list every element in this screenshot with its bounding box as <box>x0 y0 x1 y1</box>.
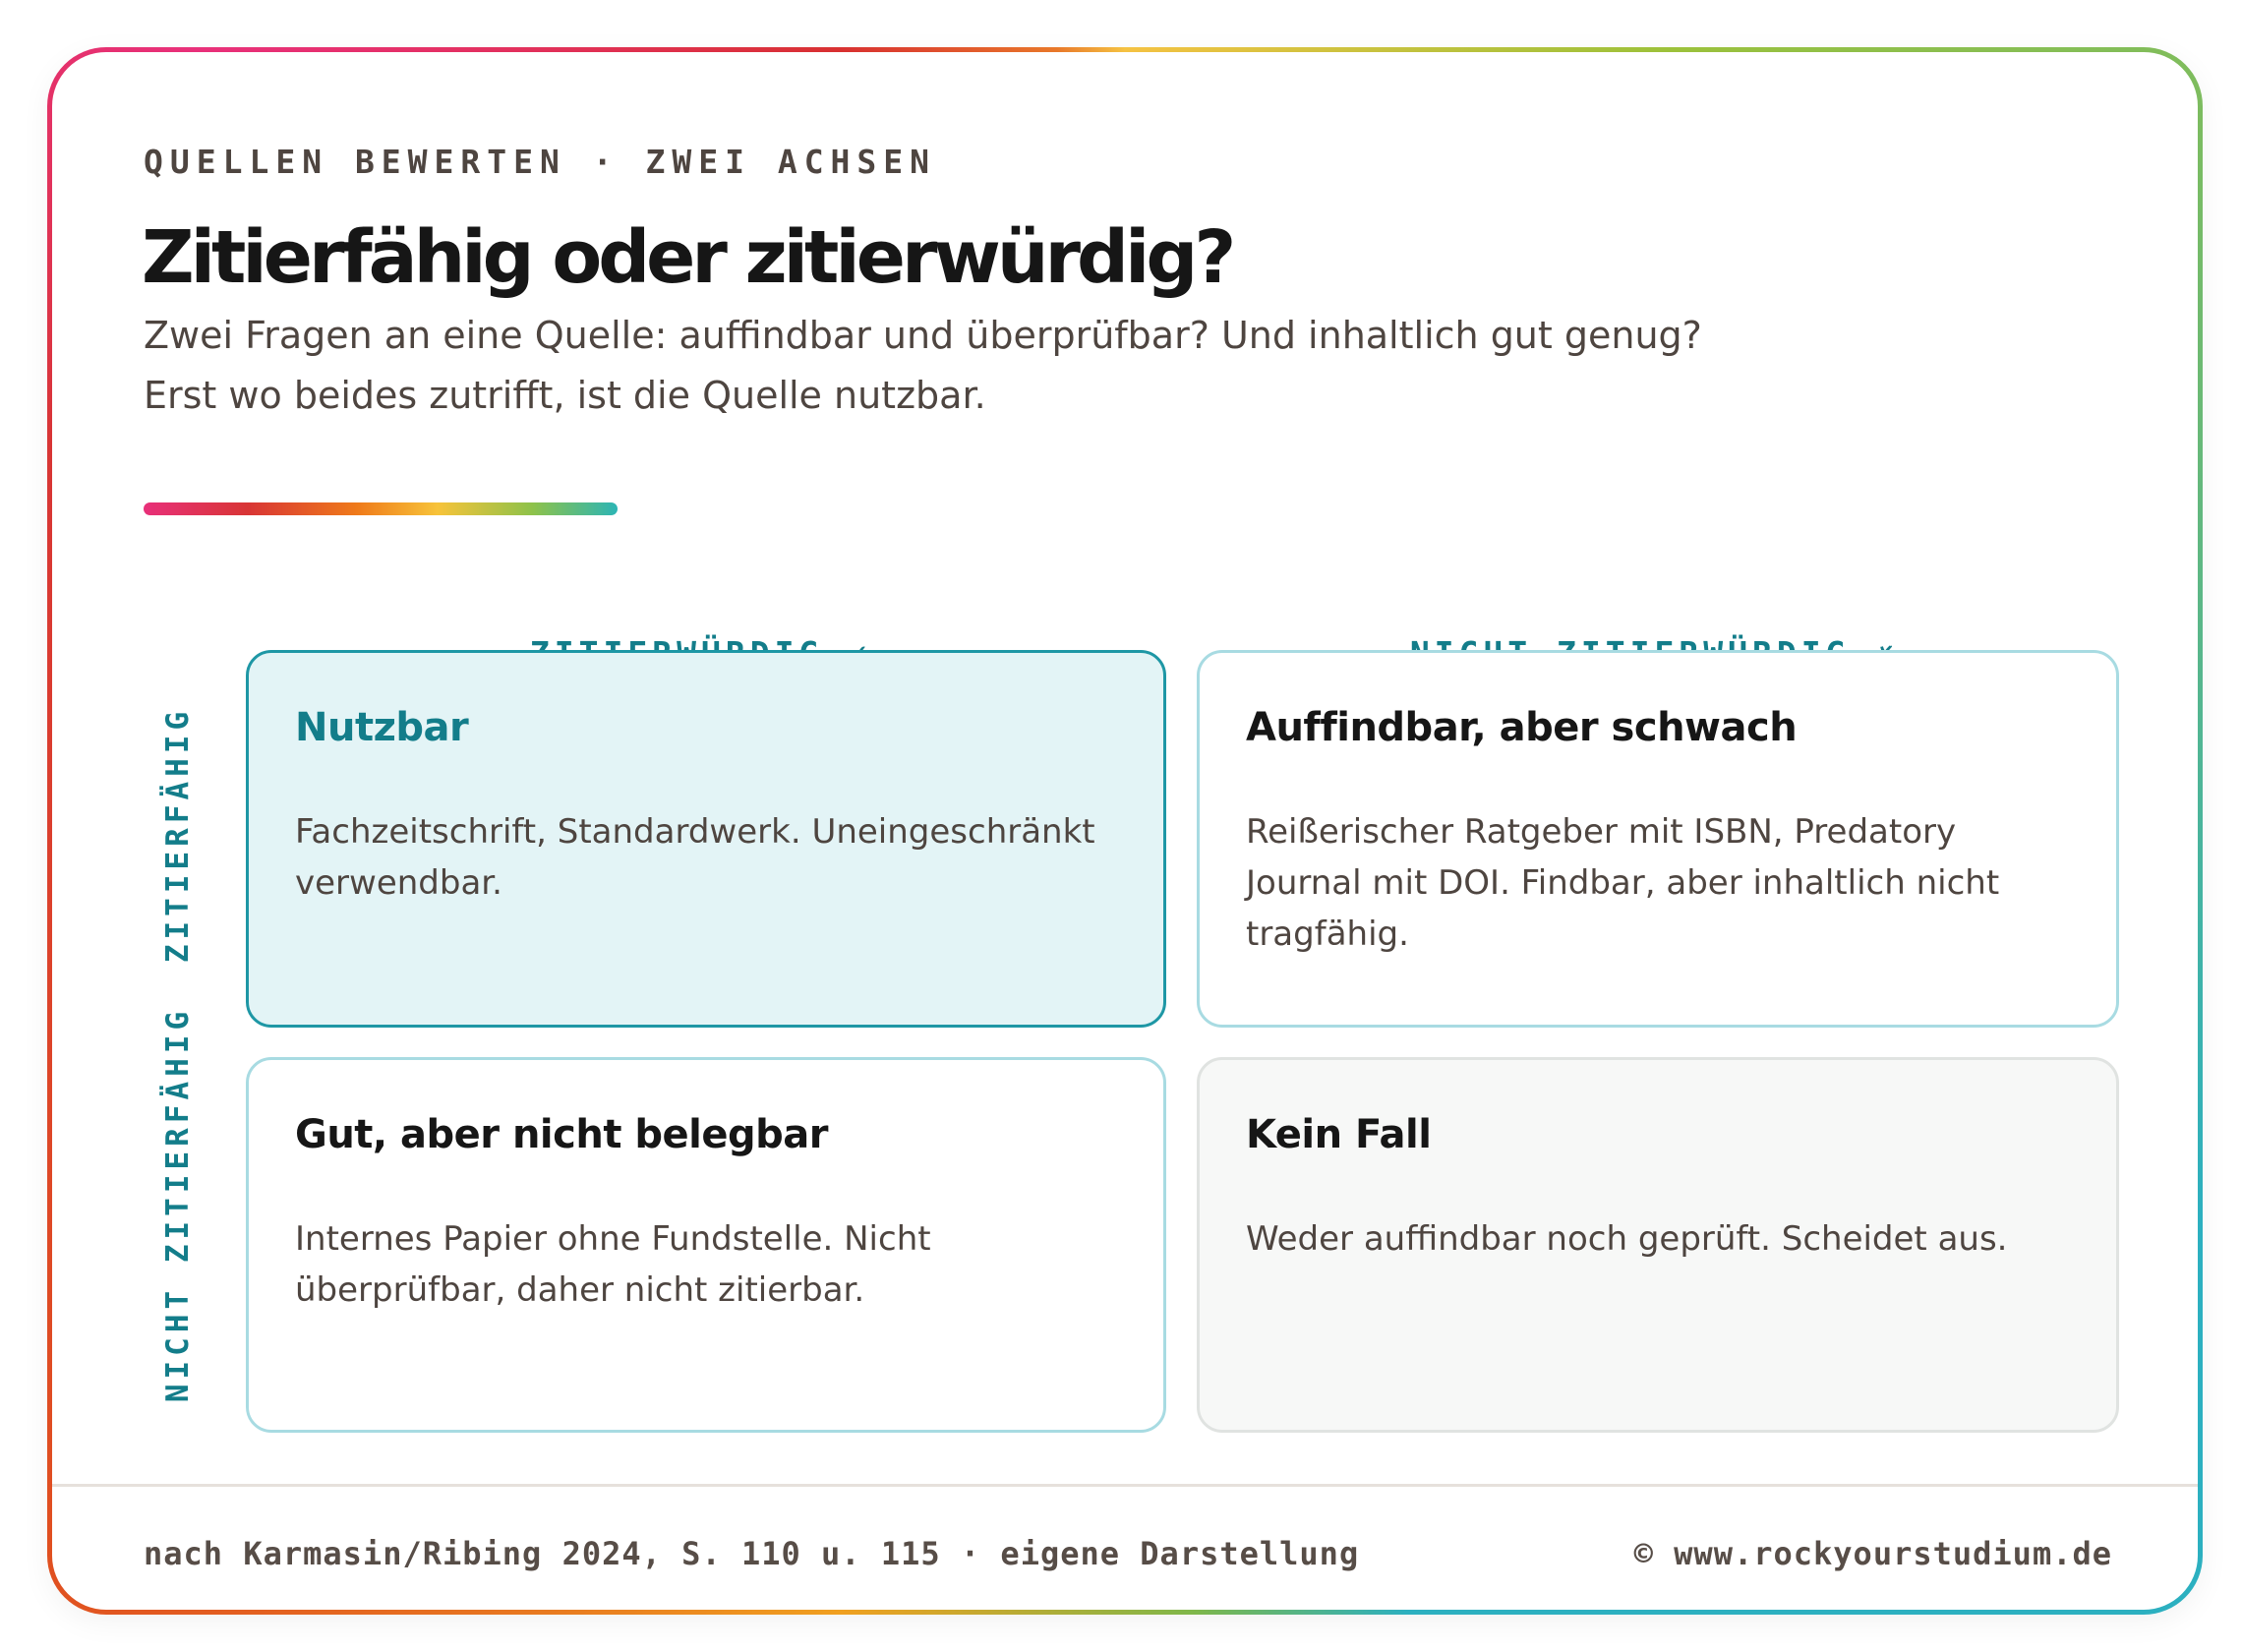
quadrant-kein-fall <box>1197 1057 2119 1433</box>
eyebrow-label: QUELLEN BEWERTEN · ZWEI ACHSEN <box>144 143 937 181</box>
quadrant-title: Kein Fall <box>1246 1112 1432 1157</box>
quadrant-nutzbar <box>246 650 1166 1028</box>
quadrant-text: Reißerischer Ratgeber mit ISBN, Predatory Journal mit DOI. Findbar, aber inhaltlich nicht tragfähig. <box>1246 812 2000 954</box>
footer-divider <box>52 1484 2198 1487</box>
card-frame <box>47 47 2203 1615</box>
quadrant-title: Nutzbar <box>295 705 469 750</box>
row-header-zitierfaehig: ZITIERFÄHIG <box>160 706 196 964</box>
quadrant-auffindbar-aber-schwach <box>1197 650 2119 1028</box>
quadrant-text: Internes Papier ohne Fundstelle. Nicht überprüfbar, daher nicht zitierbar. <box>295 1219 931 1310</box>
source-citation: nach Karmasin/Ribing 2024, S. 110 u. 115 · eigene Darstellung <box>144 1535 1360 1572</box>
copyright-link[interactable]: © www.rockyourstudium.de <box>1633 1535 2112 1572</box>
subtitle: Zwei Fragen an eine Quelle: auffindbar und überprüfbar? Und inhaltlich gut genug? Erst wo beides zutrifft, ist die Quelle nutzbar. <box>144 314 1702 417</box>
quadrant-text: Weder auffindbar noch geprüft. Scheidet aus. <box>1246 1219 2008 1259</box>
row-header-nicht-zitierfaehig: NICHT ZITIERFÄHIG <box>160 1006 196 1403</box>
accent-gradient-bar <box>144 502 618 515</box>
card <box>52 52 2198 1610</box>
quadrant-gut-aber-nicht-belegbar <box>246 1057 1166 1433</box>
quadrant-title: Gut, aber nicht belegbar <box>295 1112 828 1157</box>
page-title: Zitierfähig oder zitierwürdig? <box>142 215 1233 300</box>
quadrant-title: Auffindbar, aber schwach <box>1246 705 1798 750</box>
quadrant-text: Fachzeitschrift, Standardwerk. Uneingeschränkt verwendbar. <box>295 812 1095 903</box>
